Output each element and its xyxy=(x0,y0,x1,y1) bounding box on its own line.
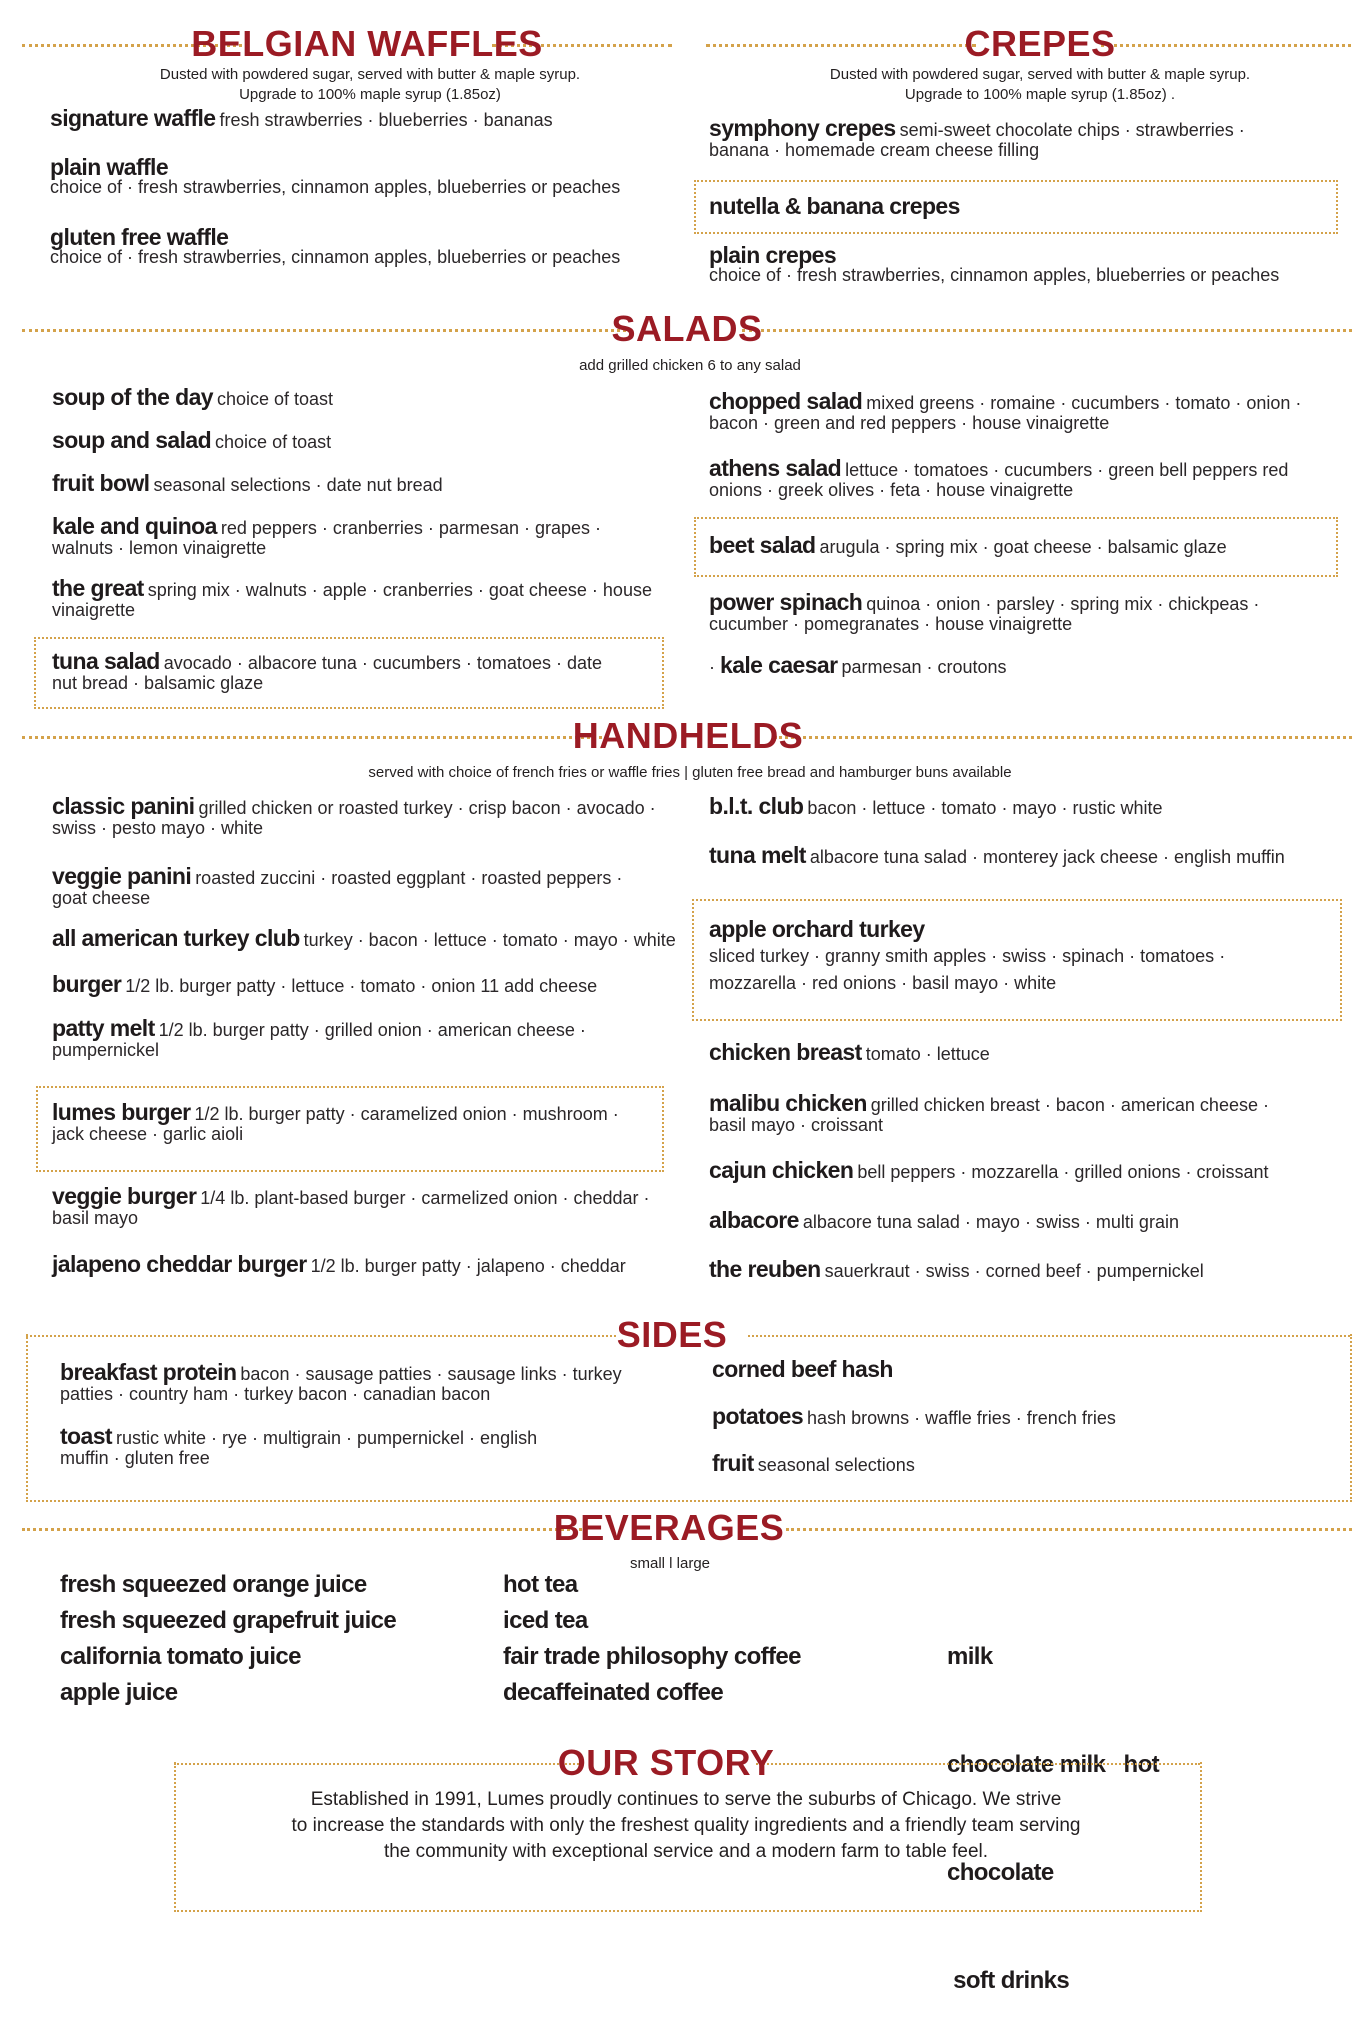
crepes-subtitle-1: Dusted with powdered sugar, served with butter & maple syrup. xyxy=(829,66,1251,83)
item-desc: rustic white · rye · multigrain · pumpernickel · english muffin · gluten free xyxy=(60,1428,538,1468)
beverages-header xyxy=(22,1506,1352,1550)
item-name: fruit bowl xyxy=(52,470,150,496)
menu-item xyxy=(52,513,662,558)
item-name: apple orchard turkey xyxy=(709,916,925,942)
beverage-item: fresh squeezed grapefruit juice xyxy=(60,1607,397,1634)
item-desc: parmesan · croutons xyxy=(841,657,1007,677)
item-name: soup and salad xyxy=(52,427,212,453)
item-name: classic panini xyxy=(52,793,195,819)
story-line: to increase the standards with only the freshest quality ingredients and a friendly team serving xyxy=(291,1815,1081,1836)
menu-item xyxy=(709,793,1329,819)
item-name: beet salad xyxy=(709,532,816,558)
sides-header xyxy=(26,1313,1350,1357)
item-name: lumes burger xyxy=(52,1099,191,1125)
item-desc: 1/2 lb. burger patty · caramelized onion · mushroom · jack cheese · garlic aioli xyxy=(52,1104,619,1144)
item-name: tuna salad xyxy=(52,648,160,674)
menu-item xyxy=(52,1251,682,1277)
beverage-item: iced tea xyxy=(503,1607,588,1634)
item-name: jalapeno cheddar burger xyxy=(52,1251,307,1277)
item-name: the great xyxy=(52,575,144,601)
sides-title: SIDES xyxy=(616,1314,728,1355)
menu-item xyxy=(52,427,662,453)
menu-item xyxy=(709,1039,1329,1065)
item-name: all american turkey club xyxy=(52,925,300,951)
handhelds-header xyxy=(22,714,1352,758)
item-name: kale and quinoa xyxy=(52,513,217,539)
beverage-item: hot tea xyxy=(503,1571,578,1598)
menu-item xyxy=(52,1183,662,1228)
menu-item xyxy=(52,1015,662,1060)
menu-item xyxy=(709,1207,1329,1233)
menu-item xyxy=(50,224,670,267)
item-name: toast xyxy=(60,1423,112,1449)
salads-subtitle: add grilled chicken 6 to any salad xyxy=(579,357,801,374)
item-desc: lettuce · tomatoes · cucumbers · green bell peppers red onions · greek olives · feta · house vinaigrette xyxy=(709,460,1289,500)
item-desc: 1/2 lb. burger patty · grilled onion · american cheese · pumpernickel xyxy=(52,1020,586,1060)
menu-item xyxy=(709,242,1329,285)
item-desc: bell peppers · mozzarella · grilled onions · croissant xyxy=(857,1162,1269,1182)
handhelds-subtitle: served with choice of french fries or waffle fries | gluten free bread and hamburger buns available xyxy=(368,764,1012,781)
item-name: gluten free waffle xyxy=(50,224,229,250)
menu-item xyxy=(709,842,1329,868)
item-name: soup of the day xyxy=(52,384,213,410)
menu-item xyxy=(709,532,1314,558)
item-name: power spinach xyxy=(709,589,863,615)
menu-item: · kale caesar parmesan · croutons xyxy=(709,652,1007,678)
handhelds-title: HANDHELDS xyxy=(572,715,804,756)
item-name: athens salad xyxy=(709,455,842,481)
item-desc: mozzarella · red onions · basil mayo · white xyxy=(709,973,1057,993)
menu-item xyxy=(709,193,1309,219)
beverage-column-2 xyxy=(503,1567,903,1711)
beverage-item: california tomato juice xyxy=(60,1643,301,1670)
item-desc: sliced turkey · granny smith apples · swiss · spinach · tomatoes · xyxy=(709,946,1226,966)
menu-item xyxy=(709,916,1329,997)
item-name: chopped salad xyxy=(709,388,863,414)
item-name: plain waffle xyxy=(50,154,169,180)
beverage-item: fair trade philosophy coffee xyxy=(503,1643,801,1670)
item-name: nutella & banana crepes xyxy=(709,193,960,219)
story-line: the community with exceptional service and a modern farm to table feel. xyxy=(383,1841,989,1862)
item-name: signature waffle xyxy=(50,105,216,131)
item-desc: albacore tuna salad · mayo · swiss · multi grain xyxy=(802,1212,1179,1232)
menu-item xyxy=(712,1450,1312,1476)
crepes-header xyxy=(706,22,1351,66)
beverages-subtitle: small l large xyxy=(629,1555,711,1572)
menu-item xyxy=(709,1256,1329,1282)
menu-item xyxy=(52,1099,642,1144)
item-desc: bacon · lettuce · tomato · mayo · rustic white xyxy=(807,798,1163,818)
item-desc: 1/2 lb. burger patty · jalapeno · cheddar xyxy=(310,1256,626,1276)
menu-item xyxy=(50,105,670,131)
crepes-title: CREPES xyxy=(964,23,1116,64)
item-desc: seasonal selections xyxy=(757,1455,915,1475)
beverage-column-1 xyxy=(60,1567,480,1711)
item-desc: mixed greens · romaine · cucumbers · tomato · onion · bacon · green and red peppers · house vinaigrette xyxy=(709,393,1302,433)
item-desc: roasted zuccini · roasted eggplant · roasted peppers · goat cheese xyxy=(52,868,623,908)
story-text xyxy=(200,1787,1172,1865)
menu-item xyxy=(60,1423,540,1468)
item-name: breakfast protein xyxy=(60,1359,237,1385)
item-desc: albacore tuna salad · monterey jack cheese · english muffin xyxy=(809,847,1285,867)
beverage-item: decaffeinated coffee xyxy=(503,1679,724,1706)
menu-item xyxy=(709,388,1314,433)
salads-header xyxy=(22,307,1352,351)
item-name: cajun chicken xyxy=(709,1157,854,1183)
item-desc: choice of · fresh strawberries, cinnamon apples, blueberries or peaches xyxy=(50,247,621,267)
item-name: the reuben xyxy=(709,1256,821,1282)
item-desc: choice of · fresh strawberries, cinnamon apples, blueberries or peaches xyxy=(709,265,1280,285)
crepes-subtitle-2: Upgrade to 100% maple syrup (1.85oz) . xyxy=(904,86,1176,103)
waffles-title: BELGIAN WAFFLES xyxy=(191,23,543,64)
item-desc: grilled chicken breast · bacon · american cheese · basil mayo · croissant xyxy=(709,1095,1269,1135)
item-name: veggie panini xyxy=(52,863,192,889)
menu-item xyxy=(52,925,682,951)
menu-item xyxy=(50,154,670,197)
item-desc: red peppers · cranberries · parmesan · grapes · walnuts · lemon vinaigrette xyxy=(52,518,601,558)
item-desc: 1/2 lb. burger patty · lettuce · tomato · onion 11 add cheese xyxy=(125,976,598,996)
menu-item xyxy=(709,1157,1329,1183)
menu-item xyxy=(709,1090,1309,1135)
item-name: veggie burger xyxy=(52,1183,197,1209)
beverage-item: soft drinks xyxy=(947,1967,1070,1994)
beverage-item: chocolate milk hot xyxy=(947,1751,1160,1778)
item-desc: fresh strawberries · blueberries · bananas xyxy=(219,110,553,130)
waffles-subtitle-1: Dusted with powdered sugar, served with butter & maple syrup. xyxy=(159,66,581,83)
beverage-item: milk xyxy=(947,1643,993,1670)
menu-item xyxy=(52,575,662,620)
item-desc: bacon · sausage patties · sausage links · turkey patties · country ham · turkey bacon · canadian bacon xyxy=(60,1364,622,1404)
item-name: tuna melt xyxy=(709,842,806,868)
item-desc: arugula · spring mix · goat cheese · balsamic glaze xyxy=(819,537,1227,557)
waffles-subtitle-2: Upgrade to 100% maple syrup (1.85oz) xyxy=(239,86,501,103)
item-desc: semi-sweet chocolate chips · strawberries · banana · homemade cream cheese filling xyxy=(709,120,1245,160)
beverage-item: fresh squeezed orange juice xyxy=(60,1571,367,1598)
item-name: potatoes xyxy=(712,1403,804,1429)
item-name: plain crepes xyxy=(709,242,837,268)
item-desc: grilled chicken or roasted turkey · crisp bacon · avocado · swiss · pesto mayo · white xyxy=(52,798,656,838)
item-name: patty melt xyxy=(52,1015,155,1041)
menu-item xyxy=(709,115,1309,160)
item-desc: turkey · bacon · lettuce · tomato · mayo · white xyxy=(303,930,676,950)
item-desc: quinoa · onion · parsley · spring mix · chickpeas · cucumber · pomegranates · house vinaigrette xyxy=(709,594,1260,634)
item-name: b.l.t. club xyxy=(709,793,804,819)
menu-item xyxy=(52,648,622,693)
menu-item xyxy=(52,384,662,410)
salads-title: SALADS xyxy=(611,308,763,349)
item-name: malibu chicken xyxy=(709,1090,867,1116)
story-line: Established in 1991, Lumes proudly continues to serve the suburbs of Chicago. We strive xyxy=(310,1789,1062,1810)
item-name: kale caesar xyxy=(720,652,838,678)
item-name: albacore xyxy=(709,1207,799,1233)
item-desc: avocado · albacore tuna · cucumbers · tomatoes · date nut bread · balsamic glaze xyxy=(52,653,602,693)
story-header xyxy=(174,1741,1200,1785)
item-name: burger xyxy=(52,971,122,997)
menu-item xyxy=(712,1403,1312,1429)
menu-item xyxy=(52,793,662,838)
beverage-item: chocolate xyxy=(947,1859,1054,1886)
menu-item xyxy=(52,470,662,496)
menu-item xyxy=(52,863,662,908)
menu-item xyxy=(60,1359,640,1404)
item-name: symphony crepes xyxy=(709,115,896,141)
item-desc: spring mix · walnuts · apple · cranberries · goat cheese · house vinaigrette xyxy=(52,580,652,620)
menu-item xyxy=(709,455,1314,500)
item-desc: hash browns · waffle fries · french fries xyxy=(807,1408,1116,1428)
item-name: corned beef hash xyxy=(712,1356,893,1382)
item-name: fruit xyxy=(712,1450,754,1476)
story-title: OUR STORY xyxy=(557,1742,775,1783)
item-name: chicken breast xyxy=(709,1039,862,1065)
waffles-header xyxy=(22,22,672,66)
beverage-item: apple juice xyxy=(60,1679,178,1706)
menu-item xyxy=(712,1356,1312,1382)
menu-item xyxy=(52,971,682,997)
item-desc: choice of · fresh strawberries, cinnamon apples, blueberries or peaches xyxy=(50,177,621,197)
menu-item xyxy=(709,589,1314,634)
item-desc: 1/4 lb. plant-based burger · carmelized onion · cheddar · basil mayo xyxy=(52,1188,650,1228)
item-desc: choice of toast xyxy=(216,389,334,409)
item-desc: seasonal selections · date nut bread xyxy=(153,475,443,495)
item-desc: tomato · lettuce xyxy=(865,1044,990,1064)
item-desc: sauerkraut · swiss · corned beef · pumpernickel xyxy=(824,1261,1204,1281)
item-desc: choice of toast xyxy=(215,432,332,452)
beverages-title: BEVERAGES xyxy=(553,1507,785,1548)
